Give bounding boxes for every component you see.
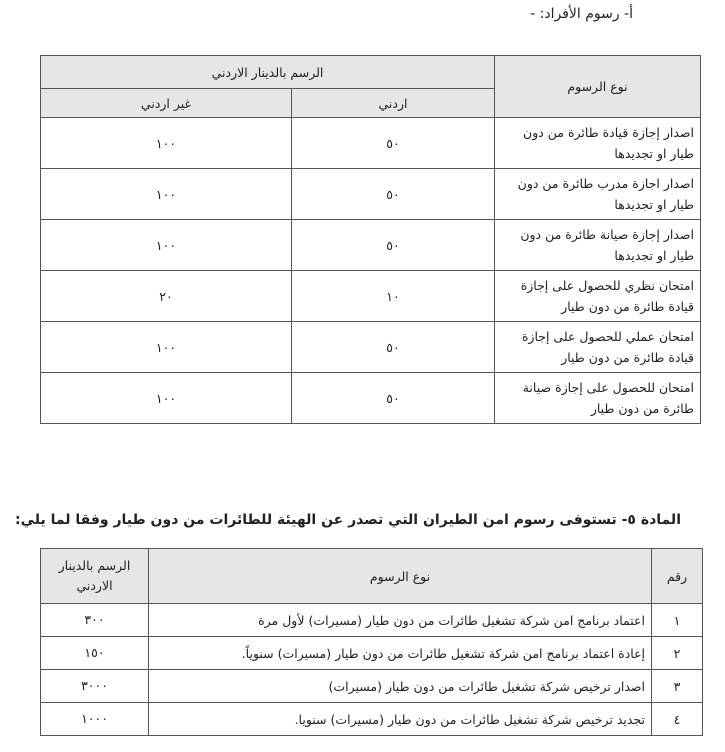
table-row (41, 322, 701, 373)
jordanian-fee-cell: ١٠ (292, 271, 495, 322)
fee-cell: ٣٠٠ (41, 604, 149, 637)
table-row (41, 637, 703, 670)
fee-cell: ١٥٠ (41, 637, 149, 670)
fee-type-cell: امتحان نظري للحصول على إجازة قيادة طائرة من دون طيار (495, 271, 701, 322)
table-row (41, 703, 703, 736)
jordanian-fee-cell: ٥٠ (292, 373, 495, 424)
jordanian-fee-cell: ٥٠ (292, 220, 495, 271)
table-row (41, 118, 701, 169)
fee-type-cell: اعتماد برنامج امن شركة تشغيل طائرات من دون طيار (مسيرات) لأول مرة (149, 604, 652, 637)
fee-type-cell: امتحان للحصول على إجازة صيانة طائرة من دون طيار (495, 373, 701, 424)
table-header-row (41, 549, 703, 604)
table-row (41, 169, 701, 220)
fee-type-cell: اصدار اجازة مدرب طائرة من دون طيار او تجديدها (495, 169, 701, 220)
fee-type-cell: اصدار إجازة صيانة طائرة من دون طيار او تجديدها (495, 220, 701, 271)
fee-type-cell: امتحان عملي للحصول على إجازة قيادة طائرة من دون طيار (495, 322, 701, 373)
non-jordanian-fee-cell: ١٠٠ (41, 118, 292, 169)
header-number: رقم (652, 549, 703, 604)
table-header-row (41, 56, 701, 89)
fee-type-cell: تجديد ترخيص شركة تشغيل طائرات من دون طيار (مسيرات) سنويا. (149, 703, 652, 736)
row-number-cell: ٤ (652, 703, 703, 736)
fee-type-cell: اصدار ترخيص شركة تشغيل طائرات من دون طيار (مسيرات) (149, 670, 652, 703)
fee-cell: ١٠٠٠ (41, 703, 149, 736)
header-fee-type: نوع الرسوم (149, 549, 652, 604)
aviation-security-fees-table (40, 548, 703, 736)
table-row (41, 373, 701, 424)
fee-type-cell: إعادة اعتماد برنامج امن شركة تشغيل طائرات من دون طيار (مسيرات) سنوياً. (149, 637, 652, 670)
jordanian-fee-cell: ٥٠ (292, 118, 495, 169)
non-jordanian-fee-cell: ١٠٠ (41, 322, 292, 373)
jordanian-fee-cell: ٥٠ (292, 169, 495, 220)
row-number-cell: ١ (652, 604, 703, 637)
table-row (41, 271, 701, 322)
row-number-cell: ٣ (652, 670, 703, 703)
header-fee-group: الرسم بالدينار الاردني (41, 56, 495, 89)
header-fee-type: نوع الرسوم (495, 56, 701, 118)
table-row (41, 670, 703, 703)
non-jordanian-fee-cell: ١٠٠ (41, 220, 292, 271)
fee-cell: ٣٠٠٠ (41, 670, 149, 703)
non-jordanian-fee-cell: ٢٠ (41, 271, 292, 322)
table-row (41, 604, 703, 637)
fee-type-cell: اصدار إجازة قيادة طائرة من دون طيار او تجديدها (495, 118, 701, 169)
header-jordanian: اردني (292, 89, 495, 118)
header-fee: الرسم بالدينار الاردني (41, 549, 149, 604)
article-5-heading: المادة ٥- تستوفى رسوم امن الطيران التي تصدر عن الهيئة للطائرات من دون طيار وفقا لما يلي: (15, 512, 681, 528)
non-jordanian-fee-cell: ١٠٠ (41, 373, 292, 424)
section-a-heading: أ- رسوم الأفراد: - (530, 6, 633, 22)
individual-fees-table (40, 55, 701, 424)
header-non-jordanian: غير اردني (41, 89, 292, 118)
non-jordanian-fee-cell: ١٠٠ (41, 169, 292, 220)
row-number-cell: ٢ (652, 637, 703, 670)
table-row (41, 220, 701, 271)
jordanian-fee-cell: ٥٠ (292, 322, 495, 373)
